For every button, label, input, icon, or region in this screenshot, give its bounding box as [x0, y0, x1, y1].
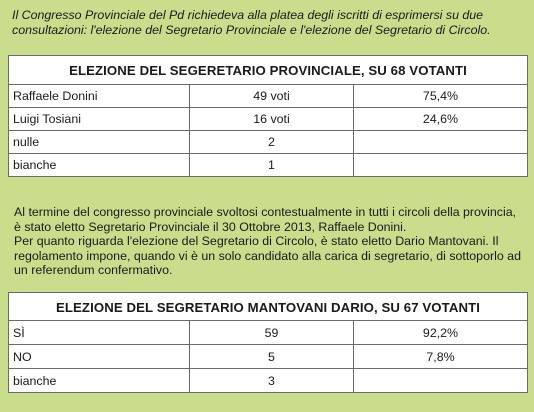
- table-row: [9, 108, 527, 131]
- intro-text: Il Congresso Provinciale del Pd richiedeva alla platea degli iscritti di esprimersi su due consultazioni: l'elezione del Segretario Provinciale e l'elezione del Segretario di Circolo.: [12, 8, 491, 37]
- vote-count: 49 voti: [190, 85, 354, 108]
- description-paragraph: Per quanto riguarda l'elezione del Segretario di Circolo, è stato eletto Dario Mantovani. Il regolamento impone, quando vi è un solo candidato alla carica di segretario, di sottoporlo ad un referendum confermativo.: [14, 234, 521, 278]
- table-row: [9, 154, 527, 177]
- candidate-name: Luigi Tosiani: [9, 108, 190, 131]
- vote-percentage: 92,2%: [354, 321, 528, 345]
- vote-count: 59: [190, 321, 354, 345]
- table-row: [9, 369, 527, 393]
- provincial-table-title: ELEZIONE DEL SEGERETARIO PROVINCIALE, SU 68 VOTANTI: [9, 56, 527, 85]
- table-row: [9, 321, 527, 345]
- vote-count: 1: [190, 154, 354, 177]
- vote-percentage: 75,4%: [354, 85, 528, 108]
- table-row: [9, 131, 527, 154]
- vote-percentage: [354, 131, 528, 154]
- circle-table-title: ELEZIONE DEL SEGRETARIO MANTOVANI DARIO, SU 67 VOTANTI: [9, 293, 527, 321]
- vote-percentage: 24,6%: [354, 108, 528, 131]
- vote-percentage: [354, 154, 528, 177]
- candidate-name: Raffaele Donini: [9, 85, 190, 108]
- vote-percentage: [354, 369, 528, 393]
- table-row: [9, 345, 527, 369]
- vote-count: 2: [190, 131, 354, 154]
- candidate-name: nulle: [9, 131, 190, 154]
- vote-option: NO: [9, 345, 190, 369]
- vote-option: bianche: [9, 369, 190, 393]
- provincial-election-table: [8, 55, 528, 177]
- vote-option: SÌ: [9, 321, 190, 345]
- table-row: [9, 85, 527, 108]
- vote-percentage: 7,8%: [354, 345, 528, 369]
- circle-election-table: [8, 292, 528, 393]
- vote-count: 5: [190, 345, 354, 369]
- result-description: [14, 205, 526, 278]
- description-paragraph: Al termine del congresso provinciale svoltosi contestualmente in tutti i circoli della provincia, è stato eletto Segretario Provinciale il 30 Ottobre 2013, Raffaele Donini.: [14, 205, 517, 234]
- vote-count: 16 voti: [190, 108, 354, 131]
- vote-count: 3: [190, 369, 354, 393]
- candidate-name: bianche: [9, 154, 190, 177]
